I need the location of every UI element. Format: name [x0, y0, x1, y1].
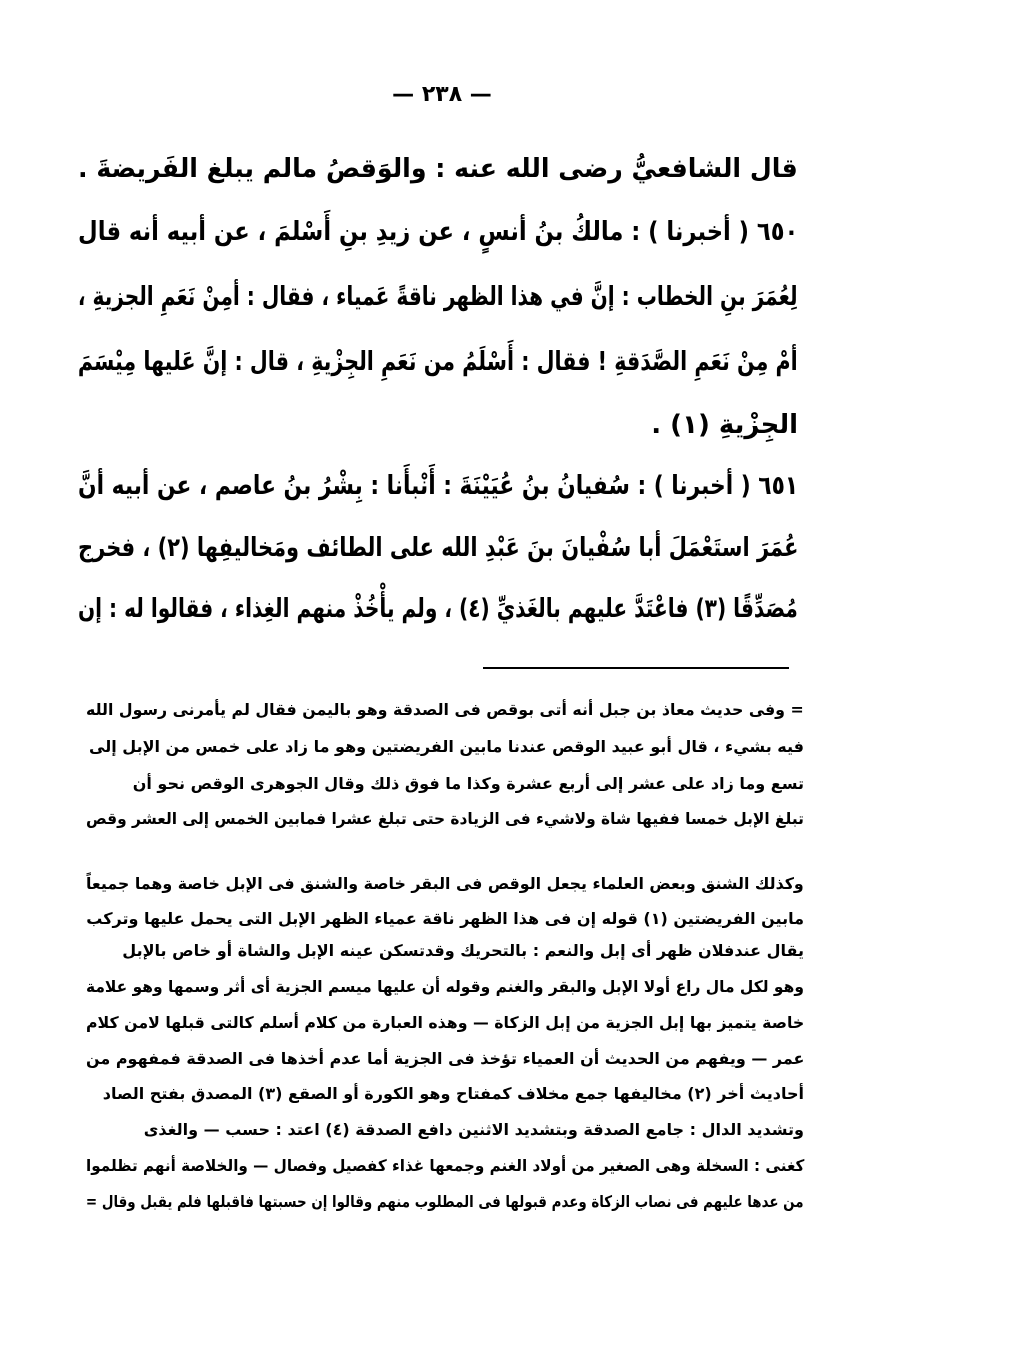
- footnote-line: تسع وما زاد على عشر إلى أربع عشرة وكذا ما فوق ذلك وقال الجوهرى الوقص نحو أن: [132, 774, 804, 793]
- page-number: — ٢٣٨ —: [392, 82, 492, 107]
- main-text-line: ٦٥٠ ( أخبرنا ) : مالكُ بنُ أنسٍ ، عن زيدِ بنِ أَسْلمَ ، عن أبيه أنه قال: [77, 217, 798, 247]
- main-text-line: الجِزْيةِ (١) .: [651, 410, 798, 440]
- footnote-divider: [483, 667, 789, 669]
- footnote-line: = وفى حديث معاذ بن جبل أنه أتى بوقص فى الصدقة وهو باليمن فقال لم يأمرنى رسول الله: [86, 700, 804, 719]
- footnote-line: خاصة يتميز بها إبل الجزية من إبل الزكاة — وهذه العبارة من كلام أسلم كالتى قبلها لامن كلام: [85, 1013, 804, 1032]
- main-text-line: قال الشافعيُّ رضى الله عنه : والوَقصُ مالم يبلغ الفَريضةَ .: [78, 154, 798, 184]
- main-text-line: لِعُمَرَ بنِ الخطاب : إنَّ في هذا الظهر ناقةً عَمياء ، فقال : أمِنْ نَعَمِ الجزيةِ ،: [78, 282, 798, 312]
- main-text-line: ٦٥١ ( أخبرنا ) : سُفيانُ بنُ عُيَيْنَةَ : أَنْبأَنا : بِشْرُ بنُ عاصم ، عن أبيه أنَّ: [77, 471, 798, 501]
- footnote-line: تبلغ الإبل خمسا ففيها شاة ولاشيء فى الزيادة حتى تبلغ عشرا فمابين الخمس إلى العشر وقص: [86, 809, 804, 828]
- footnote-line: عمر — ويفهم من الحديث أن العمياء تؤخذ فى الجزية أما عدم أخذها فى الصدقة فمفهوم من: [85, 1049, 804, 1068]
- footnote-line: من عدها عليهم فى نصاب الزكاة وعدم قبولها فى المطلوب منهم وقالوا إن حسبتها فاقبلها فلم يقبل وقال =: [86, 1192, 804, 1211]
- footnote-line: وكذلك الشنق وبعض العلماء يجعل الوقص فى البقر خاصة والشنق فى الإبل خاصة وهما جميعاً: [86, 874, 804, 893]
- footnote-line: أحاديث أخر (٢) مخاليفها جمع مخلاف كمفتاح وهو الكورة أو الصقع (٣) المصدق بفتح الصاد: [102, 1084, 804, 1103]
- footnote-line: كغنى : السخلة وهى الصغير من أولاد الغنم وجمعها غذاء كفصيل وفصال — والخلاصة أنهم تظلموا: [85, 1156, 804, 1175]
- footnote-line: يقال عندفلان ظهر أى إبل والنعم : بالتحريك وقدتسكن عينه الإبل والشاة أو خاص بالإبل: [122, 941, 804, 960]
- footnote-line: وهو لكل مال راع أولا الإبل والبقر والغنم وقوله أن عليها ميسم الجزية أى أثر وسمها وهو علامة: [86, 977, 804, 996]
- main-text-line: عُمَرَ استَعْمَلَ أبا سُفْيانَ بنَ عَبْدِ الله على الطائف ومَخاليفِها (٢) ، فخرج: [77, 533, 798, 563]
- main-text-line: أمْ مِنْ نَعَمِ الصَّدَقةِ ! فقال : أَسْلَمُ من نَعَمِ الجِزْيةِ ، قال : إنَّ عَليها مِيْسَمَ: [78, 347, 798, 377]
- main-text-line: مُصَدِّقًا (٣) فاعْتَدَّ عليهم بالغَذيِّ (٤) ، ولم يأْخُذْ منهم الغِذاء ، فقالوا له : إن: [78, 594, 798, 624]
- footnote-line: وتشديد الدال : جامع الصدقة وبتشديد الاثنين دافع الصدقة (٤) اعتد : حسب — والغذى: [143, 1120, 804, 1139]
- footnote-line: فيه بشيء ، قال أبو عبيد الوقص عندنا مابين الفريضتين وهو ما زاد على خمس من الإبل إلى: [89, 737, 804, 756]
- footnote-line: مابين الفريضتين (١) قوله إن فى هذا الظهر ناقة عمياء الظهر الإبل التى يحمل عليها وتركب: [86, 909, 804, 928]
